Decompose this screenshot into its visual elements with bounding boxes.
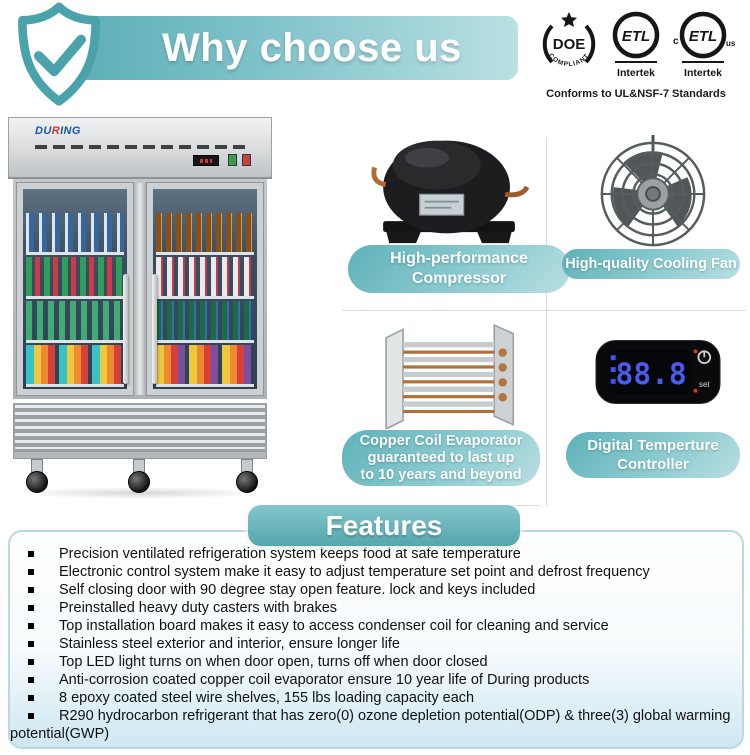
svg-text:COMPLIANT: COMPLIANT — [546, 52, 592, 69]
grid-divider-horizontal — [342, 310, 746, 311]
features-banner — [248, 505, 520, 546]
shelf-row — [26, 257, 124, 299]
brand-logo: DURING — [35, 125, 81, 137]
door-handle — [123, 274, 128, 384]
shelf-row — [26, 213, 124, 255]
shelf-row — [26, 301, 124, 343]
svg-text:Intertek: Intertek — [684, 67, 722, 79]
feature-item: 8 epoxy coated steel wire shelves, 155 lbs loading capacity each — [10, 689, 742, 707]
etl-intertek-logo-icon — [607, 10, 665, 84]
glass-doors — [13, 179, 267, 399]
feature-item: Stainless steel exterior and interior, ensure longer life — [10, 635, 742, 653]
door-handle — [152, 274, 157, 384]
svg-text:c: c — [673, 36, 679, 47]
svg-text:set: set — [699, 379, 710, 389]
vent-slots — [35, 145, 247, 149]
fridge-top-panel — [8, 117, 272, 179]
shelf-row — [156, 345, 254, 387]
floor-shadow — [16, 487, 264, 499]
certifications — [528, 10, 744, 100]
standards-note: Conforms to UL&NSF-7 Standards — [546, 88, 726, 100]
shelf-row — [26, 345, 124, 387]
card-label-controller: Digital Temperture Controller — [566, 432, 740, 478]
evaporator-image — [374, 323, 536, 429]
why-choose-us-banner — [48, 16, 518, 80]
card-label-cooling-fan: High-quality Cooling Fan — [562, 249, 740, 279]
power-switch-red — [242, 154, 251, 166]
features-title: Features — [325, 509, 443, 541]
svg-text:ETL: ETL — [621, 28, 651, 45]
feature-item: Electronic control system make it easy to adjust temperature set point and defrost frequency — [10, 563, 742, 581]
compressor-image — [363, 126, 535, 248]
shield-check-icon — [6, 0, 112, 108]
page-title: Why choose us — [162, 25, 462, 70]
left-glass-door — [17, 183, 133, 395]
card-label-compressor: High-performance Compressor — [348, 245, 570, 293]
card-label-evaporator: Copper Coil Evaporator guaranteed to last up to 10 years and beyond — [342, 430, 540, 486]
shelf-row — [156, 257, 254, 299]
cooling-fan-image — [594, 133, 712, 251]
temperature-controller-image — [594, 337, 722, 407]
center-mullion — [134, 183, 146, 395]
svg-text:88.8: 88.8 — [615, 356, 687, 391]
svg-text:ETL: ETL — [688, 28, 718, 45]
louvered-grille — [13, 403, 267, 451]
feature-item: Top installation board makes it easy to access condenser coil for cleaning and service — [10, 617, 742, 635]
feature-item: Preinstalled heavy duty casters with brakes — [10, 599, 742, 617]
etl-c-us-intertek-logo-icon — [671, 10, 735, 84]
features-list — [10, 545, 742, 743]
grid-divider-vertical — [546, 138, 547, 506]
feature-item: R290 hydrocarbon refrigerant that has zero(0) ozone depletion potential(ODP) & three(3) global warming potential(GWP) — [10, 707, 742, 743]
svg-text:Intertek: Intertek — [617, 67, 655, 79]
feature-item: Top LED light turns on when door open, turns off when door closed — [10, 653, 742, 671]
fridge-mini-display — [193, 155, 219, 166]
svg-text:DOE: DOE — [552, 36, 586, 53]
power-switch-green — [228, 154, 237, 166]
feature-item: Self closing door with 90 degree stay open feature. lock and keys included — [10, 581, 742, 599]
doe-compliant-logo-icon — [537, 10, 601, 76]
svg-text:us: us — [726, 39, 735, 48]
refrigerator-product-image — [8, 117, 272, 499]
shelf-row — [156, 213, 254, 255]
feature-item: Anti-corrosion coated copper coil evaporator ensure 10 year life of During products — [10, 671, 742, 689]
fridge-base — [13, 451, 267, 459]
shelf-row — [156, 301, 254, 343]
right-glass-door — [147, 183, 263, 395]
feature-item: Precision ventilated refrigeration system keeps food at safe temperature — [10, 545, 742, 563]
